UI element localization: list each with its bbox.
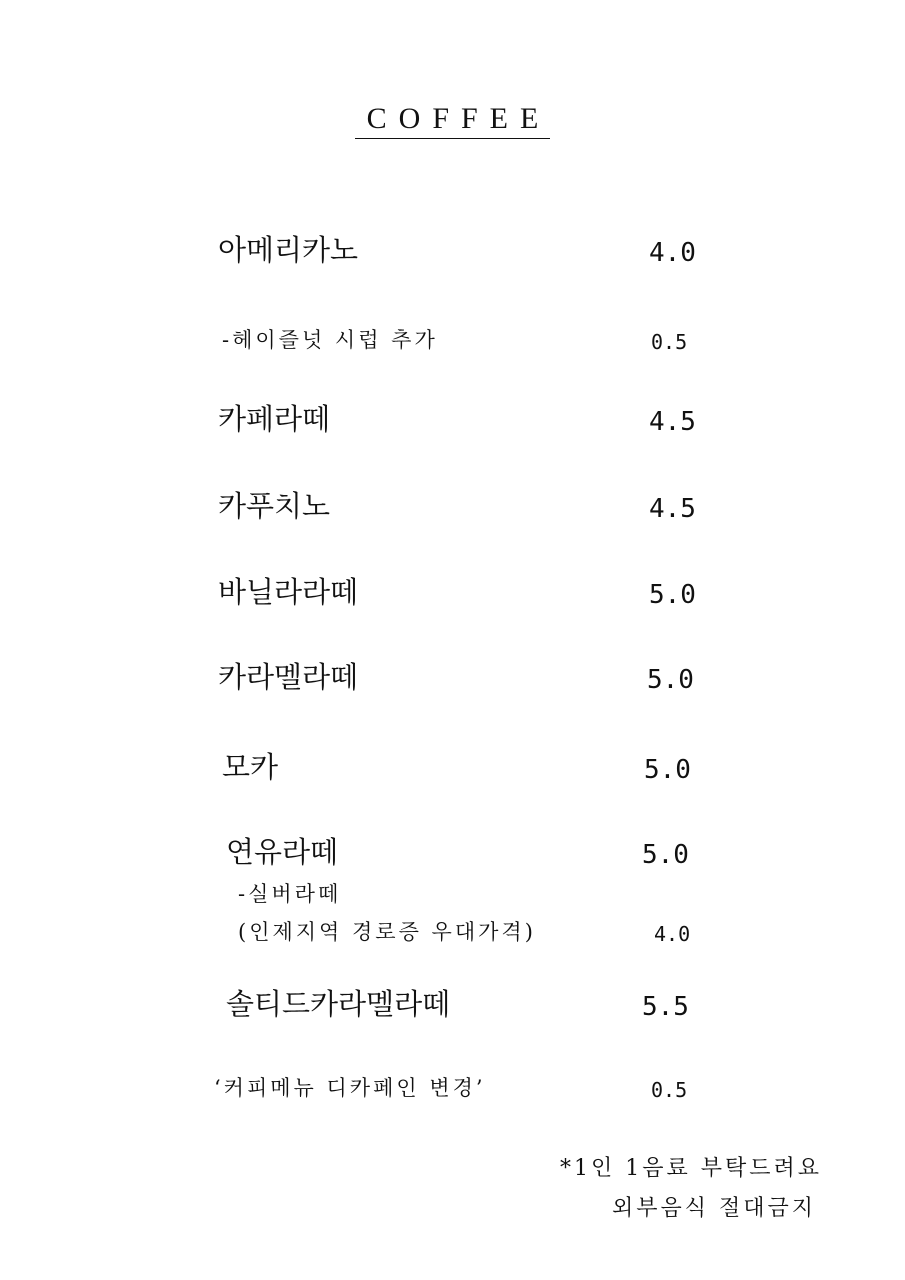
order-policy-note: *1인 1음료 부탁드려요 <box>560 1156 822 1181</box>
menu-item-name: 카라멜라떼 <box>218 660 359 694</box>
menu-item-name: 아메리카노 <box>218 233 359 267</box>
menu-item-name: 솔티드카라멜라떼 <box>226 987 451 1021</box>
menu-item-name: 모카 <box>222 750 279 784</box>
menu-item-price: 5.5 <box>642 992 689 1022</box>
menu-item-name: -헤이즐넛 시럽 추가 <box>222 328 438 352</box>
menu-item-name: (인제지역 경로증 우대가격) <box>238 920 536 944</box>
menu-item-price: 5.0 <box>642 840 689 870</box>
menu-item-name: 연유라떼 <box>226 835 339 869</box>
menu-item-price: 4.5 <box>649 407 696 437</box>
menu-item-name: 바닐라라떼 <box>218 575 359 609</box>
menu-title-text: COFFEE <box>355 104 551 139</box>
menu-item-price: 4.0 <box>649 238 696 268</box>
menu-item-price: 0.5 <box>651 330 688 354</box>
menu-item-name: 카페라떼 <box>218 402 331 436</box>
menu-item-price: 4.5 <box>649 494 696 524</box>
menu-item-price: 0.5 <box>651 1078 688 1102</box>
menu-item-name: 카푸치노 <box>218 489 331 523</box>
outside-food-note: 외부음식 절대금지 <box>612 1196 817 1221</box>
menu-item-price: 5.0 <box>647 665 694 695</box>
menu-item-price: 5.0 <box>644 755 691 785</box>
menu-item-price: 5.0 <box>649 580 696 610</box>
menu-item-price: 4.0 <box>654 922 691 946</box>
menu-title <box>0 104 905 139</box>
menu-item-name: -실버라떼 <box>238 882 342 906</box>
menu-item-name: ‘커피메뉴 디카페인 변경’ <box>214 1076 486 1100</box>
